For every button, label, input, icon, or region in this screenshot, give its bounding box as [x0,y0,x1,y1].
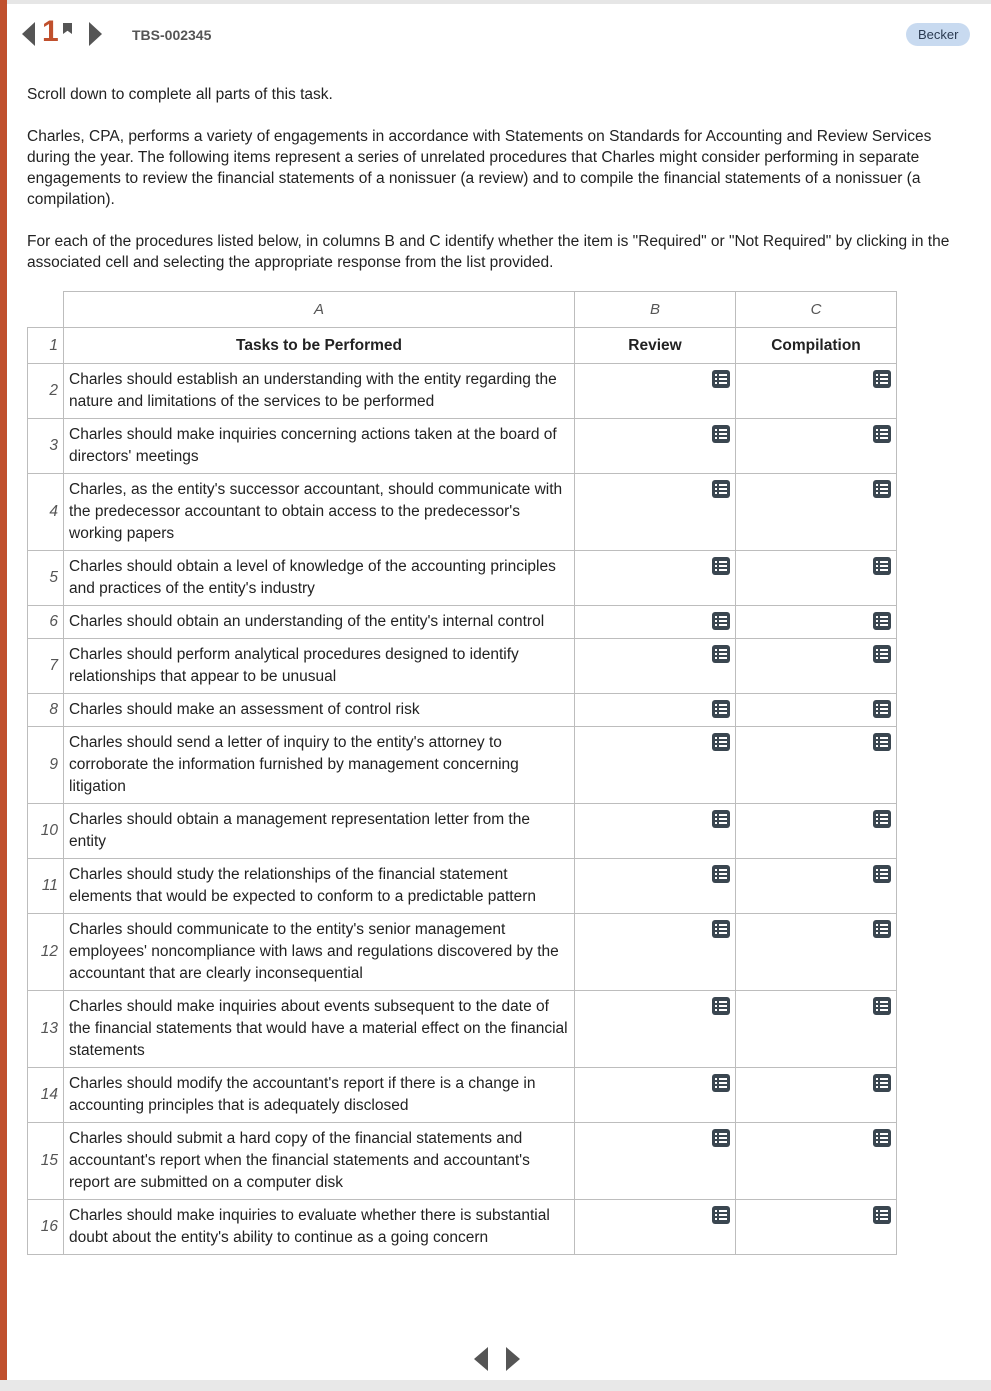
list-select-icon[interactable] [712,370,730,388]
list-select-icon[interactable] [873,733,891,751]
compilation-answer-cell[interactable] [736,1068,897,1123]
list-select-icon[interactable] [873,865,891,883]
task-instruction: For each of the procedures listed below, in columns B and C identify whether the item is "Required" or "Not Required" by clicking in the associated cell and selecting the appropriate response from the list provided. [27,233,950,271]
bottom-navigation [474,1346,524,1372]
list-select-icon[interactable] [873,1074,891,1092]
task-cell: Charles should study the relationships of the financial statement elements that would be expected to conform to a predictable pattern [64,859,575,914]
list-select-icon[interactable] [873,425,891,443]
list-select-icon[interactable] [873,480,891,498]
list-select-icon[interactable] [712,612,730,630]
scroll-left-icon[interactable] [474,1347,488,1371]
list-select-icon[interactable] [712,645,730,663]
task-cell: Charles should make an assessment of control risk [64,694,575,727]
task-cell: Charles should make inquiries to evaluate whether there is substantial doubt about the entity's ability to continue as a going concern [64,1200,575,1255]
compilation-answer-cell[interactable] [736,1200,897,1255]
list-select-icon[interactable] [712,700,730,718]
compilation-answer-cell[interactable] [736,914,897,991]
table-row [28,606,897,639]
bookmark-icon[interactable] [63,23,72,34]
table-row [28,551,897,606]
instructions [27,84,967,294]
compilation-answer-cell[interactable] [736,606,897,639]
header-row [28,328,897,364]
bottom-border [0,1380,991,1391]
review-answer-cell[interactable] [575,991,736,1068]
answer-spreadsheet [27,291,897,1255]
header-tasks: Tasks to be Performed [64,328,575,364]
table-row [28,859,897,914]
list-select-icon[interactable] [873,1129,891,1147]
compilation-answer-cell[interactable] [736,474,897,551]
task-id: TBS-002345 [132,27,212,43]
compilation-answer-cell[interactable] [736,859,897,914]
list-select-icon[interactable] [712,557,730,575]
row-number: 7 [28,639,64,694]
task-cell: Charles should obtain an understanding of the entity's internal control [64,606,575,639]
list-select-icon[interactable] [712,480,730,498]
review-answer-cell[interactable] [575,551,736,606]
list-select-icon[interactable] [873,920,891,938]
review-answer-cell[interactable] [575,1068,736,1123]
task-cell: Charles should perform analytical procedures designed to identify relationships that appear to be unusual [64,639,575,694]
review-answer-cell[interactable] [575,474,736,551]
brand-badge: Becker [906,23,970,46]
review-answer-cell[interactable] [575,419,736,474]
corner-cell [28,292,64,328]
row-number: 15 [28,1123,64,1200]
table-row [28,419,897,474]
review-answer-cell[interactable] [575,364,736,419]
review-answer-cell[interactable] [575,859,736,914]
column-letter-a: A [64,292,575,328]
row-number: 12 [28,914,64,991]
scroll-instruction: Scroll down to complete all parts of this task. [27,86,333,103]
compilation-answer-cell[interactable] [736,694,897,727]
list-select-icon[interactable] [873,557,891,575]
row-number: 13 [28,991,64,1068]
list-select-icon[interactable] [712,920,730,938]
header-compilation: Compilation [736,328,897,364]
table-row [28,991,897,1068]
row-number: 11 [28,859,64,914]
row-number: 9 [28,727,64,804]
task-cell: Charles should make inquiries about events subsequent to the date of the financial statements that would have a material effect on the financial statements [64,991,575,1068]
table-row [28,804,897,859]
question-number: 1 [42,15,59,48]
table-row [28,1200,897,1255]
task-cell: Charles should communicate to the entity's senior management employees' noncompliance with laws and regulations discovered by the accountant that are clearly inconsequential [64,914,575,991]
list-select-icon[interactable] [712,1206,730,1224]
list-select-icon[interactable] [712,1074,730,1092]
compilation-answer-cell[interactable] [736,727,897,804]
row-number: 5 [28,551,64,606]
list-select-icon[interactable] [712,810,730,828]
row-number: 14 [28,1068,64,1123]
list-select-icon[interactable] [712,733,730,751]
table-row [28,727,897,804]
task-cell: Charles, as the entity's successor accountant, should communicate with the predecessor accountant to obtain access to the predecessor's working papers [64,474,575,551]
table-row [28,364,897,419]
list-select-icon[interactable] [873,612,891,630]
question-header [22,15,982,52]
review-answer-cell[interactable] [575,1200,736,1255]
row-number: 6 [28,606,64,639]
row-number: 1 [28,328,64,364]
row-number: 16 [28,1200,64,1255]
row-number: 2 [28,364,64,419]
list-select-icon[interactable] [873,370,891,388]
review-answer-cell[interactable] [575,694,736,727]
scroll-right-icon[interactable] [506,1347,520,1371]
row-number: 8 [28,694,64,727]
column-letter-b: B [575,292,736,328]
task-cell: Charles should establish an understanding with the entity regarding the nature and limitations of the services to be performed [64,364,575,419]
accent-bar [0,0,7,1380]
review-answer-cell[interactable] [575,804,736,859]
compilation-answer-cell[interactable] [736,991,897,1068]
table-row [28,694,897,727]
review-answer-cell[interactable] [575,639,736,694]
next-question-icon[interactable] [89,22,102,46]
list-select-icon[interactable] [873,1206,891,1224]
list-select-icon[interactable] [873,700,891,718]
table-row [28,639,897,694]
previous-question-icon[interactable] [22,22,35,46]
column-letter-row [28,292,897,328]
task-cell: Charles should submit a hard copy of the financial statements and accountant's report when the financial statements and accountant's report are submitted on a computer disk [64,1123,575,1200]
review-answer-cell[interactable] [575,914,736,991]
row-number: 10 [28,804,64,859]
compilation-answer-cell[interactable] [736,1123,897,1200]
table-row [28,474,897,551]
list-select-icon[interactable] [712,865,730,883]
compilation-answer-cell[interactable] [736,804,897,859]
table-row [28,1068,897,1123]
review-answer-cell[interactable] [575,606,736,639]
header-review: Review [575,328,736,364]
list-select-icon[interactable] [873,810,891,828]
review-answer-cell[interactable] [575,727,736,804]
task-cell: Charles should send a letter of inquiry to the entity's attorney to corroborate the information furnished by management concerning litigation [64,727,575,804]
task-cell: Charles should make inquiries concerning actions taken at the board of directors' meetings [64,419,575,474]
table-row [28,1123,897,1200]
scenario-text: Charles, CPA, performs a variety of engagements in accordance with Statements on Standards for Accounting and Review Services during the year. The following items represent a series of unrelated procedures that Charles might consider performing in separate engagements to review the financial statements of a nonissuer (a review) and to compile the financial statements of a nonissuer (a compilation). [27,128,932,208]
task-cell: Charles should obtain a management representation letter from the entity [64,804,575,859]
row-number: 4 [28,474,64,551]
table-row [28,914,897,991]
list-select-icon[interactable] [712,1129,730,1147]
list-select-icon[interactable] [712,425,730,443]
compilation-answer-cell[interactable] [736,639,897,694]
compilation-answer-cell[interactable] [736,364,897,419]
row-number: 3 [28,419,64,474]
list-select-icon[interactable] [873,645,891,663]
task-cell: Charles should modify the accountant's report if there is a change in accounting principles that is adequately disclosed [64,1068,575,1123]
review-answer-cell[interactable] [575,1123,736,1200]
compilation-answer-cell[interactable] [736,419,897,474]
top-border [0,0,991,4]
list-select-icon[interactable] [712,997,730,1015]
task-cell: Charles should obtain a level of knowledge of the accounting principles and practices of the entity's industry [64,551,575,606]
compilation-answer-cell[interactable] [736,551,897,606]
column-letter-c: C [736,292,897,328]
list-select-icon[interactable] [873,997,891,1015]
